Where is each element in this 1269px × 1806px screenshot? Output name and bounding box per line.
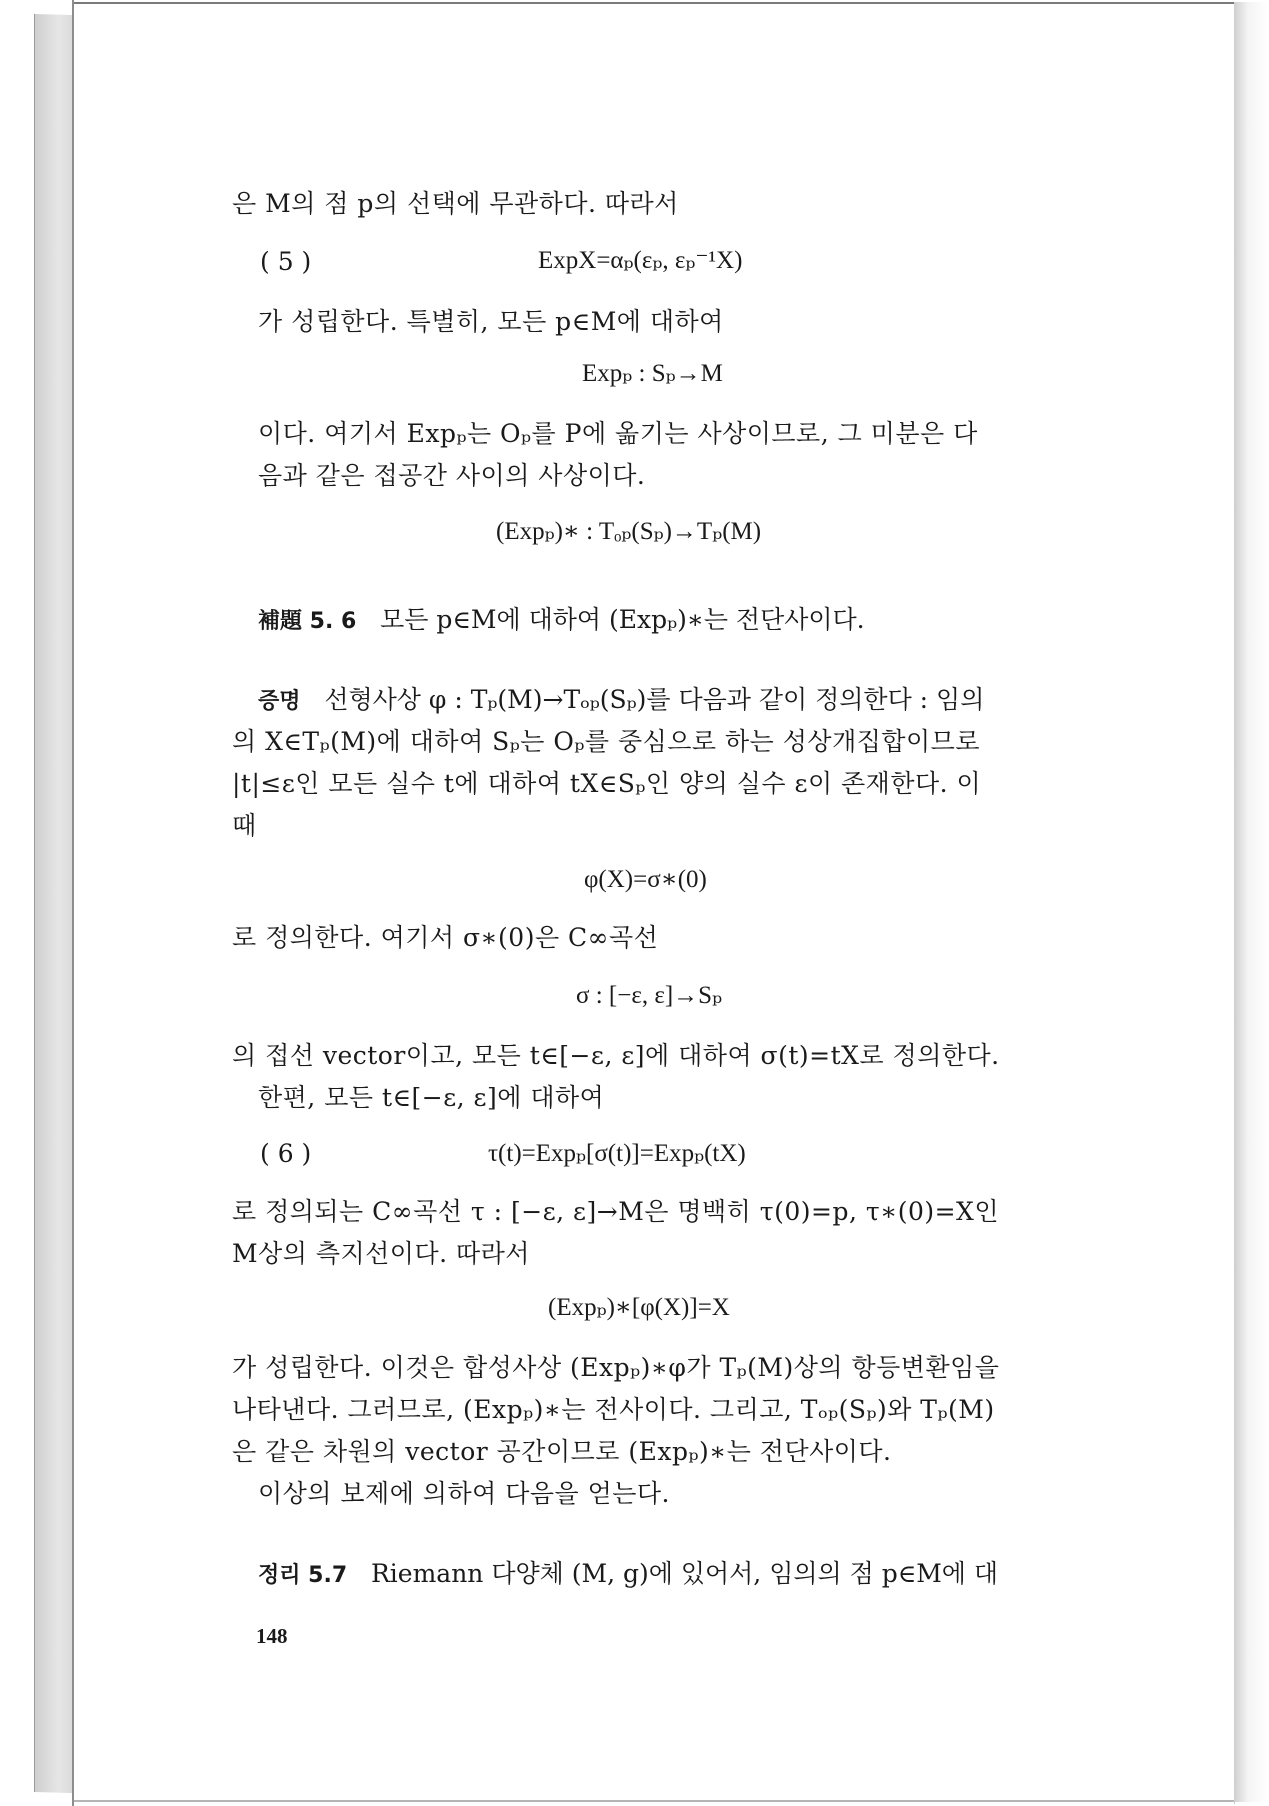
equation: (Expₚ)∗[φ(X)]=X (548, 1294, 730, 1321)
text-line: 한편, 모든 t∈[−ε, ε]에 대하여 (258, 1083, 605, 1112)
equation-number: ( 6 ) (260, 1139, 312, 1168)
text-line: 가 성립한다. 이것은 합성사상 (Expₚ)∗φ가 Tₚ(M)상의 항등변환임을 (232, 1353, 1000, 1382)
text-line: 때 (232, 811, 257, 840)
page-shadow (1234, 2, 1269, 1802)
text-line: 의 X∈Tₚ(M)에 대하여 Sₚ는 Oₚ를 중심으로 하는 성상개집합이므로 (232, 727, 980, 756)
theorem (258, 1558, 998, 1592)
proof-text: 선형사상 φ : Tₚ(M)→Tₒₚ(Sₚ)를 다음과 같이 정의한다 : 임의 (324, 685, 985, 714)
equation: ExpX=αₚ(εₚ, εₚ⁻¹X) (538, 247, 743, 274)
equation: Expₚ : Sₚ→M (582, 360, 723, 387)
lemma (258, 604, 865, 638)
theorem-text: Riemann 다양체 (M, g)에 있어서, 임의의 점 p∈M에 대 (370, 1559, 999, 1588)
text-line: 이다. 여기서 Expₚ는 Oₚ를 P에 옮기는 사상이므로, 그 미분은 다 (258, 419, 978, 448)
page-bottom-edge (74, 1800, 1234, 1802)
text-line: 가 성립한다. 특별히, 모든 p∈M에 대하여 (258, 307, 724, 336)
lemma-label: 補題 5. 6 (258, 609, 357, 634)
page-number: 148 (256, 1624, 288, 1648)
text-line: 의 접선 vector이고, 모든 t∈[−ε, ε]에 대하여 σ(t)=tX로 정의한다. (232, 1041, 1000, 1070)
equation-number: ( 5 ) (260, 247, 312, 276)
page-gutter-line (72, 0, 74, 1806)
theorem-label: 정리 5.7 (258, 1563, 348, 1588)
equation: (Expₚ)∗ : Tₒₚ(Sₚ)→Tₚ(M) (496, 518, 762, 545)
text-line: 은 같은 차원의 vector 공간이므로 (Expₚ)∗는 전단사이다. (232, 1437, 892, 1466)
text-line: 나타낸다. 그러므로, (Expₚ)∗는 전사이다. 그리고, Tₒₚ(Sₚ)와 Tₚ(M) (232, 1395, 995, 1424)
text-line: |t|≤ε인 모든 실수 t에 대하여 tX∈Sₚ인 양의 실수 ε이 존재한다. 이 (232, 769, 982, 798)
text-line: M상의 측지선이다. 따라서 (232, 1239, 530, 1268)
equation: φ(X)=σ∗(0) (584, 866, 707, 893)
equation: σ : [−ε, ε]→Sₚ (576, 982, 723, 1009)
text-line: 이상의 보제에 의하여 다음을 얻는다. (258, 1479, 670, 1508)
text-line: 은 M의 점 p의 선택에 무관하다. 따라서 (232, 189, 679, 218)
equation: τ(t)=Expₚ[σ(t)]=Expₚ(tX) (488, 1140, 746, 1167)
book-edge (34, 14, 75, 1793)
text-line: 음과 같은 접공간 사이의 사상이다. (258, 461, 646, 490)
lemma-text: 모든 p∈M에 대하여 (Expₚ)∗는 전단사이다. (380, 605, 865, 634)
text-line: 로 정의한다. 여기서 σ∗(0)은 C∞곡선 (232, 923, 659, 952)
proof-label: 증명 (258, 689, 301, 714)
proof-first-line (258, 684, 984, 718)
text-line: 로 정의되는 C∞곡선 τ : [−ε, ε]→M은 명백히 τ(0)=p, τ∗(0)=X인 (232, 1197, 999, 1226)
